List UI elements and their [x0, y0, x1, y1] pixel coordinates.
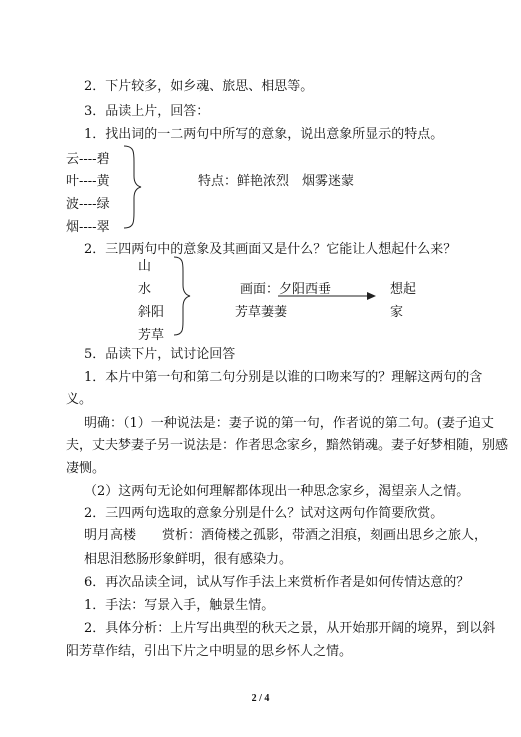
text-line: 1．找出词的一二两句中所写的意象，说出意象所显示的特点。: [84, 127, 444, 142]
text-line: 6．再次品读全词，试从写作手法上来赏析作者是如何传情达意的？: [84, 575, 470, 590]
text-line: 明月高楼 赏析：酒倚楼之孤影，带酒之泪痕，刻画出思乡之旅人，: [84, 528, 488, 543]
text-line: 3．品读上片，回答：: [84, 104, 210, 119]
text-line: 相思泪愁肠形象鲜明，很有感染力。: [84, 552, 293, 567]
text-line: 夫，丈夫梦妻子另一说法是：作者思念家乡，黯然销魂。妻子好梦相随，别感: [66, 438, 509, 453]
recall-text: 家: [390, 305, 404, 320]
text-line: 2．具体分析：上片写出典型的秋天之景，从开始那开阔的境界，到以斜: [84, 621, 496, 636]
imagery-item: 云----碧: [66, 152, 110, 167]
text-line: 2．三四两句中的意象及其画面又是什么？它能让人想起什么来？: [84, 242, 457, 257]
scene-label: 画面：夕阳西垂: [240, 282, 332, 297]
page-number: 2 / 4: [251, 693, 270, 704]
imagery-item: 烟----翠: [66, 220, 110, 235]
text-line: （2）这两句无论如何理解都体现出一种思念家乡，渴望亲人之情。: [84, 484, 470, 499]
imagery-item: 波----绿: [66, 197, 110, 212]
left-brace-icon: [174, 257, 190, 335]
imagery-item: 芳草: [138, 328, 165, 343]
text-line: 明确：（1）一种说法是：妻子说的第一句，作者说的第二句。(妻子追丈: [84, 416, 494, 431]
imagery-item: 山: [138, 259, 152, 274]
text-line: 2．下片较多，如乡魂、旅思、相思等。: [84, 79, 314, 94]
left-brace-icon: [124, 146, 141, 228]
text-line: 1．本片中第一句和第二句分别是以谁的口吻来写的？理解这两句的含: [84, 370, 483, 385]
text-line: 1．手法：写景入手，触景生情。: [84, 598, 275, 613]
text-line: 阳芳草作结，引出下片之中明显的思乡怀人之情。: [66, 644, 353, 659]
recall-text: 想起: [390, 282, 417, 297]
imagery-item: 叶----黄: [66, 174, 110, 189]
imagery-item: 水: [138, 282, 152, 297]
feature-text: 特点：鲜艳浓烈 烟雾迷蒙: [198, 174, 355, 189]
arrowhead-icon: [367, 292, 376, 300]
imagery-item: 斜阳: [138, 305, 165, 320]
text-line: 凄恻。: [66, 461, 106, 476]
scene-text: 芳草萋萋: [235, 305, 288, 320]
text-line: 5．品读下片，试讨论回答: [84, 347, 236, 362]
text-line: 义。: [66, 392, 93, 407]
text-line: 2．三四两句选取的意象分别是什么？试对这两句作简要欣赏。: [84, 506, 444, 521]
